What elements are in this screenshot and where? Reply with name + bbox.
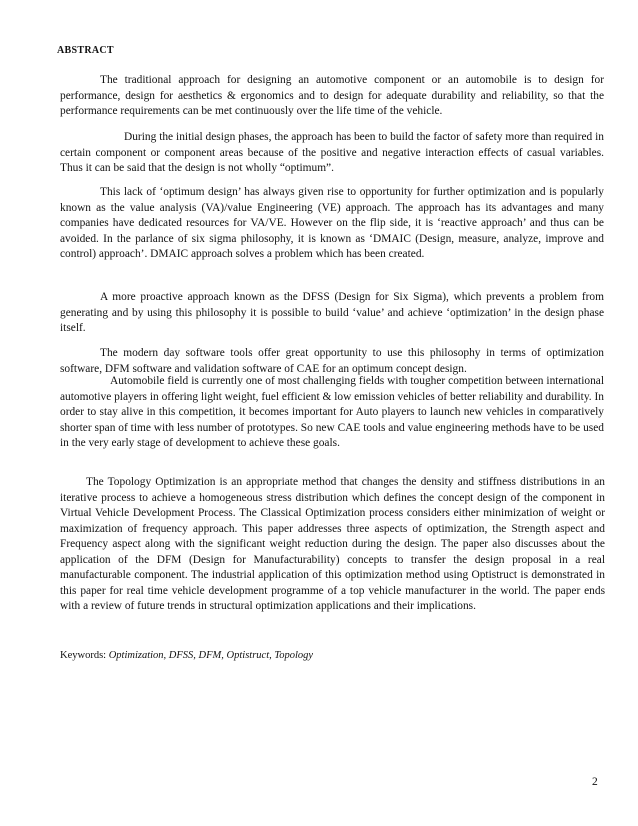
abstract-paragraph-3: This lack of ‘optimum design’ has always given rise to opportunity for further optimization and is popularly known as the value analysis (VA)/value Engineering (VE) approach. The approach has its advantages and many companies have dedicated resources for VA/VE. However on the flip side, it is ‘reactive approach’ and thus can be avoided. In the parlance of six sigma philosophy, it is known as ‘DMAIC (Design, measure, analyze, improve and control) approach’. DMAIC approach solves a problem which has been created. (60, 186, 604, 260)
abstract-heading: ABSTRACT (57, 45, 114, 56)
abstract-paragraph-7: The Topology Optimization is an appropriate method that changes the density and stiffness distributions in an iterative process to achieve a homogeneous stress distribution which defines the concept design of the component in Virtual Vehicle Development Process. The Classical Optimization process considers either minimization of weight or maximization of frequency approach. This paper addresses three aspects of optimization, the Strength aspect and Frequency aspect along with the significant weight reduction during the design. The paper also discusses about the application of the DFM (Design for Manufacturability) concepts to transfer the design proposal in a real manufacturable component. The industrial application of this optimization method using Optistruct is demonstrated in this paper for real time vehicle development programme of a top vehicle manufacturer in the world. The paper ends with a review of future trends in structural optimization applications and their implications. (60, 476, 605, 612)
abstract-paragraph-6: Automobile field is currently one of most challenging fields with tougher competition between international automotive players in offering light weight, fuel efficient & low emission vehicles of better reliability and durability. In order to stay alive in this competition, it becomes important for Auto players to launch new vehicles in comparatively shorter span of time with less number of prototypes. So new CAE tools and value engineering methods have to be used in the very early stage of development to achieve these goals. (60, 375, 604, 449)
abstract-paragraph-2: During the initial design phases, the approach has been to build the factor of safety more than required in certain component or component areas because of the positive and negative interaction effects of casual variables. Thus it can be said that the design is not wholly “optimum”. (60, 131, 604, 174)
keywords-label: Keywords: (60, 650, 107, 661)
abstract-paragraph-4: A more proactive approach known as the DFSS (Design for Six Sigma), which prevents a problem from generating and by using this philosophy it is possible to build ‘value’ and achieve ‘optimization’ in the design phase itself. (60, 291, 604, 334)
abstract-paragraph-5: The modern day software tools offer great opportunity to use this philosophy in terms of optimization software, DFM software and validation software of CAE for an optimum concept design. (60, 347, 604, 375)
page-number: 2 (592, 776, 598, 788)
abstract-paragraph-1: The traditional approach for designing an automotive component or an automobile is to design for performance, design for aesthetics & ergonomics and to design for adequate durability and reliability, so that the performance requirements can be met continuously over the life time of the vehicle. (60, 74, 604, 117)
keywords-values: Optimization, DFSS, DFM, Optistruct, Topology (108, 650, 314, 661)
keywords-line (60, 650, 313, 661)
